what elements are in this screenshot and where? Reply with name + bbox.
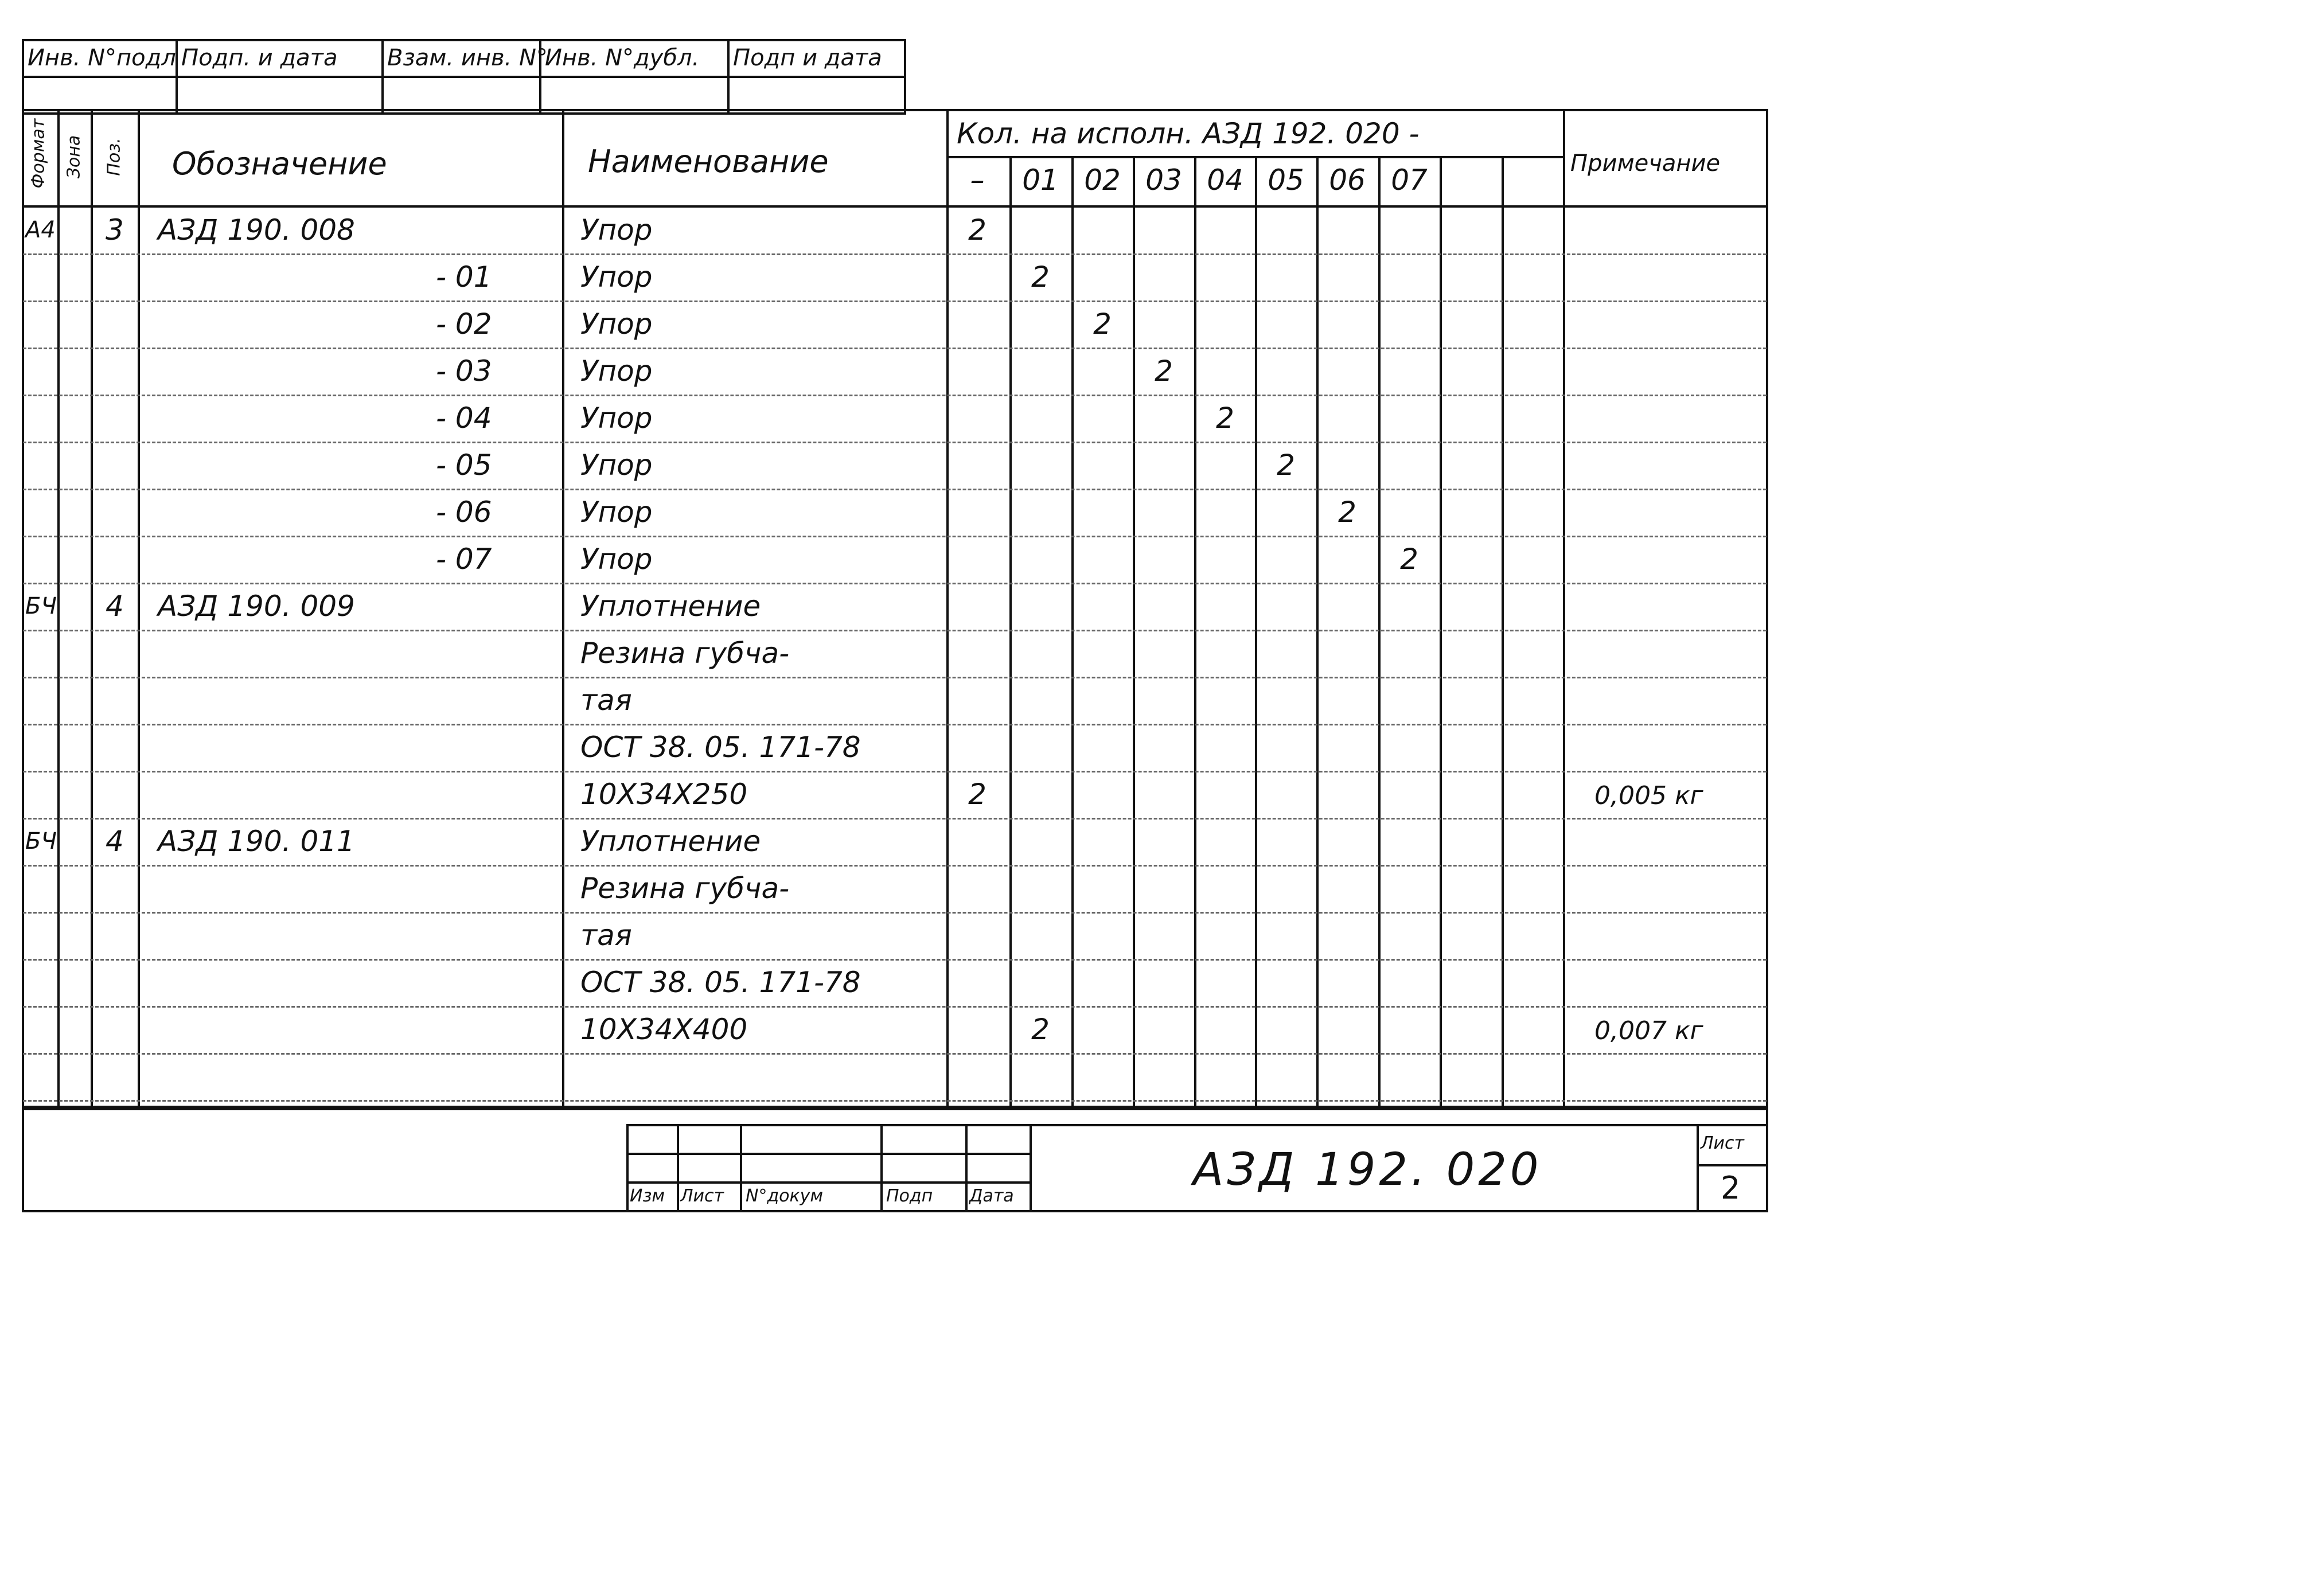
title-block-sep — [626, 1124, 629, 1212]
variant-header-2: 02 — [1084, 163, 1121, 197]
row-divider — [23, 348, 1767, 349]
row-name: Упор — [580, 213, 653, 247]
row-pos: 3 — [106, 213, 124, 247]
variant-header-4: 04 — [1207, 163, 1243, 197]
row-divider — [23, 489, 1767, 490]
row-divider — [23, 818, 1767, 820]
row-designation: АЗД 190. 008 — [158, 213, 355, 247]
header-format: Формат — [28, 118, 49, 189]
row-divider — [23, 301, 1767, 302]
row-name: тая — [580, 684, 632, 717]
row-name: Резина губча- — [580, 637, 790, 670]
row-divider — [23, 583, 1767, 584]
row-name: ОСТ 38. 05. 171-78 — [580, 966, 861, 999]
row-divider — [23, 912, 1767, 914]
row-divider — [23, 771, 1767, 772]
row-designation: - 07 — [436, 543, 492, 576]
row-name: 10X34X250 — [580, 778, 748, 811]
header-variants-title: Кол. на исполн. АЗД 192. 020 - — [957, 117, 1420, 150]
col-line — [946, 109, 949, 1108]
col-line — [1502, 156, 1504, 1108]
row-designation: - 05 — [436, 448, 492, 482]
row-divider — [23, 536, 1767, 537]
title-label-list: Лист — [680, 1186, 724, 1206]
row-designation: АЗД 190. 009 — [158, 590, 355, 623]
col-line — [1316, 156, 1319, 1108]
row-designation: АЗД 190. 011 — [158, 825, 355, 858]
row-format: А4 — [25, 217, 56, 243]
row-divider — [23, 959, 1767, 961]
title-block-sep — [740, 1124, 742, 1212]
row-name: ОСТ 38. 05. 171-78 — [580, 731, 861, 764]
stamp-sep — [381, 39, 384, 115]
row-divider — [23, 1006, 1767, 1008]
row-divider — [23, 442, 1767, 443]
header-bottom-line — [22, 205, 1768, 208]
row-divider — [23, 677, 1767, 678]
title-block-line — [626, 1153, 1030, 1155]
row-name: Упор — [580, 354, 653, 388]
row-divider — [23, 865, 1767, 867]
title-block-sep — [1030, 1124, 1032, 1212]
variant-header-1: 01 — [1022, 163, 1059, 197]
row-name: Упор — [580, 495, 653, 529]
row-name: Уплотнение — [580, 825, 761, 858]
sheet-label: Лист — [1701, 1133, 1745, 1153]
title-block-line — [626, 1124, 1768, 1126]
col-line — [1071, 156, 1074, 1108]
row-qty: 2 — [1031, 1013, 1050, 1046]
col-line — [57, 109, 60, 1108]
col-line — [562, 109, 564, 1108]
title-label-date: Дата — [969, 1186, 1014, 1206]
title-label-podp: Подп — [886, 1186, 933, 1206]
row-qty: 2 — [1400, 543, 1418, 576]
title-block-sep — [965, 1124, 968, 1212]
stamp-sep — [727, 39, 730, 115]
row-divider — [23, 1053, 1767, 1055]
row-qty: 2 — [968, 213, 987, 247]
header-note: Примечание — [1570, 150, 1721, 177]
title-block-sep — [880, 1124, 883, 1212]
header-zone: Зона — [64, 135, 84, 179]
row-name: Резина губча- — [580, 872, 790, 905]
row-name: Уплотнение — [580, 590, 761, 623]
stamp-label: Инв. N°подл — [28, 45, 176, 71]
row-note: 0,007 кг — [1594, 1016, 1703, 1045]
row-designation: - 04 — [436, 401, 492, 435]
variant-header-6: 06 — [1329, 163, 1366, 197]
sheet-box-line — [1697, 1164, 1768, 1166]
row-pos: 4 — [106, 825, 124, 858]
row-name: Упор — [580, 260, 653, 294]
row-pos: 4 — [106, 590, 124, 623]
row-qty: 2 — [1216, 401, 1234, 435]
col-line — [1563, 109, 1565, 1108]
stamp-label: Взам. инв. N° — [387, 45, 548, 71]
col-line — [1133, 156, 1135, 1108]
row-format: БЧ — [25, 593, 57, 619]
variant-header-0: – — [970, 163, 985, 197]
col-line — [1255, 156, 1257, 1108]
row-designation: - 02 — [436, 307, 492, 341]
col-line — [91, 109, 93, 1108]
row-qty: 2 — [1031, 260, 1050, 294]
title-label-izm: Изм — [630, 1186, 665, 1206]
variant-header-7: 07 — [1391, 163, 1428, 197]
stamp-label: Инв. N°дубл. — [545, 45, 700, 71]
stamp-label: Подп. и дата — [181, 45, 338, 71]
row-qty: 2 — [1277, 448, 1295, 482]
title-label-doc: N°докум — [746, 1186, 824, 1206]
row-name: тая — [580, 919, 632, 952]
row-name: Упор — [580, 543, 653, 576]
row-divider — [23, 630, 1767, 631]
header-pos: Поз. — [104, 138, 124, 176]
row-name: Упор — [580, 307, 653, 341]
row-qty: 2 — [1093, 307, 1112, 341]
row-qty: 2 — [968, 778, 987, 811]
row-qty: 2 — [1338, 495, 1356, 529]
row-divider — [23, 724, 1767, 725]
sheet-box-sep — [1697, 1124, 1699, 1212]
col-line — [1440, 156, 1442, 1108]
stamp-divider — [22, 76, 906, 78]
row-designation: - 06 — [436, 495, 492, 529]
col-line — [1378, 156, 1381, 1108]
title-block-sep — [677, 1124, 679, 1212]
row-designation: - 01 — [436, 260, 492, 294]
sheet-number: 2 — [1721, 1170, 1741, 1206]
row-format: БЧ — [25, 828, 57, 854]
row-name: Упор — [580, 401, 653, 435]
row-name: 10X34X400 — [580, 1013, 748, 1046]
row-qty: 2 — [1155, 354, 1173, 388]
row-divider — [23, 253, 1767, 255]
variant-header-3: 03 — [1145, 163, 1182, 197]
col-line — [1194, 156, 1196, 1108]
row-note: 0,005 кг — [1594, 781, 1703, 810]
document-code: АЗД 192. 020 — [1193, 1144, 1542, 1196]
col-line — [138, 109, 140, 1108]
title-block-line — [626, 1181, 1030, 1184]
header-designation: Обозначение — [172, 146, 387, 182]
stamp-label: Подп и дата — [733, 45, 882, 71]
row-designation: - 03 — [436, 354, 492, 388]
row-divider — [23, 395, 1767, 396]
header-name: Наименование — [588, 143, 829, 179]
row-divider — [23, 1100, 1767, 1102]
col-line — [1009, 156, 1012, 1108]
variant-header-5: 05 — [1268, 163, 1304, 197]
row-name: Упор — [580, 448, 653, 482]
